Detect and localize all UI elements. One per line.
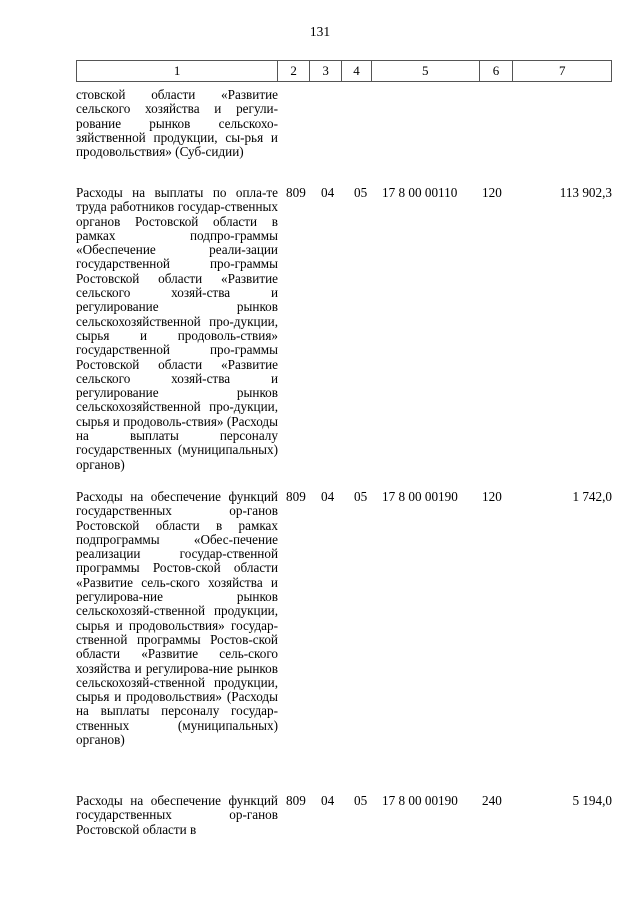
table-row <box>76 490 612 785</box>
table-row <box>76 88 612 178</box>
row-ministry-code: 809 <box>286 185 306 200</box>
row-expense-type: 120 <box>482 185 502 200</box>
row-amount: 113 902,3 <box>559 185 612 200</box>
row-description: стовской области «Развитие сельского хозяйства и регули-рование рынков сельскохо-зяйственной продукции, сы-рья и продовольствия» (Суб-сидии) <box>76 87 278 160</box>
row-expense-type: 240 <box>482 793 502 808</box>
table-row <box>76 794 612 844</box>
table-row <box>76 186 612 481</box>
row-subsection-code: 05 <box>354 185 368 200</box>
row-description: Расходы на выплаты по опла-те труда работников государ-ственных органов Ростовской области в рамках подпро-граммы «Обеспечение реали-зации государственной про-граммы Ростовской области «Развитие сельского хозяй-ства и регулирование рынков сельскохозяйственной про-дукции, сырья и продоволь-ствия» государственной про-граммы Ростовской области «Развитие сельского хозяй-ства и регулирование рынков сельскохозяйственной про-дукции, сырья и продоволь-ствия» (Расходы на выплаты персоналу государственных (муниципальных) органов) <box>76 185 278 472</box>
row-description: Расходы на обеспечение функций государственных ор-ганов Ростовской области в рамках подпрограммы «Обес-печение реализации государ-ственной программы Ростов-ской области «Развитие сель-ского хозяйства и регулирова-ние рынков сельскохозяй-ственной продукции, сырья и продовольствия» государ-ственной программы Ростов-ской области «Развитие сель-ского хозяйства и регулирова-ние рынков сельскохозяй-ственной продукции, сырья и продовольствия» (Расходы на выплаты персоналу государ-ственных (муниципальных) органов) <box>76 489 278 748</box>
row-amount: 1 742,0 <box>572 489 612 504</box>
column-header-7: 7 <box>558 63 566 78</box>
row-section-code: 04 <box>321 185 335 200</box>
row-expense-type: 120 <box>482 489 502 504</box>
column-header-5: 5 <box>372 61 480 81</box>
column-header-4: 4 <box>342 61 372 81</box>
table-header <box>76 60 612 82</box>
column-header-6: 6 <box>480 61 514 81</box>
row-subsection-code: 05 <box>354 793 368 808</box>
row-amount: 5 194,0 <box>572 793 612 808</box>
column-header-3: 3 <box>310 61 342 81</box>
row-section-code: 04 <box>321 793 335 808</box>
row-section-code: 04 <box>321 489 335 504</box>
column-header-1: 1 <box>77 61 278 81</box>
row-target-article: 17 8 00 00190 <box>382 489 458 504</box>
row-ministry-code: 809 <box>286 489 306 504</box>
column-header-2: 2 <box>278 61 310 81</box>
row-description: Расходы на обеспечение функций государственных ор-ганов Ростовской области в <box>76 793 278 837</box>
row-subsection-code: 05 <box>354 489 368 504</box>
row-target-article: 17 8 00 00110 <box>382 185 458 200</box>
page-number: 131 <box>309 24 331 39</box>
row-ministry-code: 809 <box>286 793 306 808</box>
row-target-article: 17 8 00 00190 <box>382 793 458 808</box>
